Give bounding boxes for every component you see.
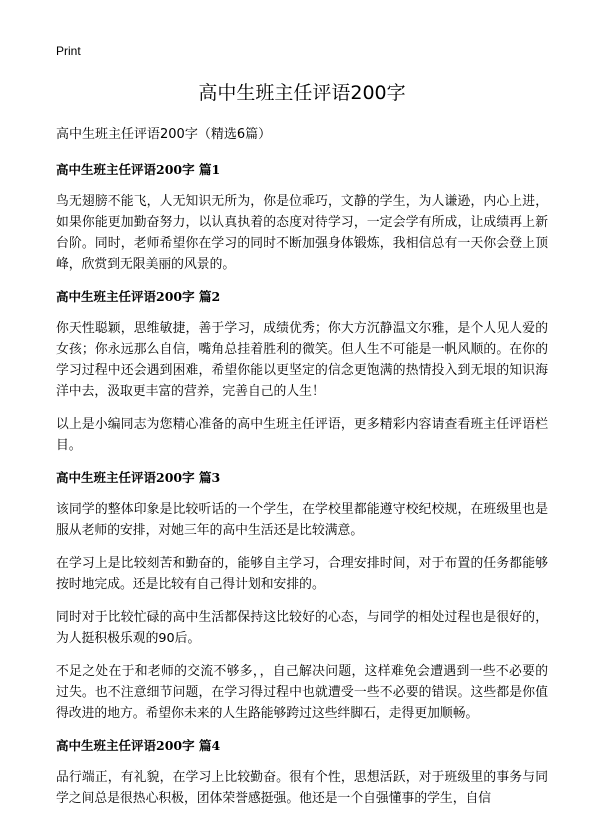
paragraph: 品行端正，有礼貌，在学习上比较勤奋。很有个性，思想活跃，对于班级里的事务与同学之间总是很热心积极，团体荣誉感挺强。他还是一个自强懂事的学生，自信: [56, 770, 548, 806]
section-1: [56, 160, 548, 275]
print-link[interactable]: Print: [56, 44, 81, 58]
paragraph: 不足之处在于和老师的交流不够多，，自己解决问题，这样难免会遭遇到一些不必要的过失。也不注意细节问题，在学习得过程中也就遭受一些不必要的错误。这些都是你值得改进的地方。希望你未来的人生路能够跨过这些绊脚石，走得更加顺畅。: [56, 664, 548, 721]
section-heading: 高中生班主任评语200字 篇2: [56, 289, 221, 304]
paragraph: 该同学的整体印象是比较听话的一个学生，在学校里都能遵守校纪校规，在班级里也是服从老师的安排，对她三年的高中生活还是比较满意。: [56, 502, 548, 538]
section-heading: 高中生班主任评语200字 篇1: [56, 162, 221, 177]
section-heading: 高中生班主任评语200字 篇3: [56, 470, 221, 485]
page-title: 高中生班主任评语200字: [198, 82, 406, 104]
paragraph: 鸟无翅膀不能飞，人无知识无所为，你是位乖巧，文静的学生，为人谦逊，内心上进，如果你能更加勤奋努力，以认真执着的态度对待学习，一定会学有所成，让成绩再上新台阶。同时，老师希望你在学习的同时不断加强身体锻炼，我相信总有一天你会登上顶峰，欣赏到无限美丽的风景的。: [56, 194, 548, 272]
section-4: [56, 736, 548, 809]
paragraph: 你天性聪颖，思维敏捷，善于学习，成绩优秀；你大方沉静温文尔雅，是个人见人爱的女孩；你永远那么自信，嘴角总挂着胜利的微笑。但人生不可能是一帆风顺的。在你的学习过程中还会遇到困难，希望你能以更坚定的信念更饱满的热情投入到无垠的知识海洋中去，汲取更丰富的营养，完善自己的人生！: [56, 321, 548, 399]
paragraph: 以上是小编同志为您精心准备的高中生班主任评语，更多精彩内容请查看班主任评语栏目。: [56, 417, 548, 453]
section-2: [56, 287, 548, 456]
paragraph: 同时对于比较忙碌的高中生活都保持这比较好的心态，与同学的相处过程也是很好的，为人挺积极乐观的90后。: [56, 610, 548, 646]
page-subtitle: 高中生班主任评语200字（精选6篇）: [56, 127, 272, 142]
paragraph: 在学习上是比较刻苦和勤奋的，能够自主学习，合理安排时间，对于布置的任务都能够按时地完成。还是比较有自己得计划和安排的。: [56, 556, 548, 592]
section-heading: 高中生班主任评语200字 篇4: [56, 738, 221, 753]
section-3: [56, 468, 548, 724]
